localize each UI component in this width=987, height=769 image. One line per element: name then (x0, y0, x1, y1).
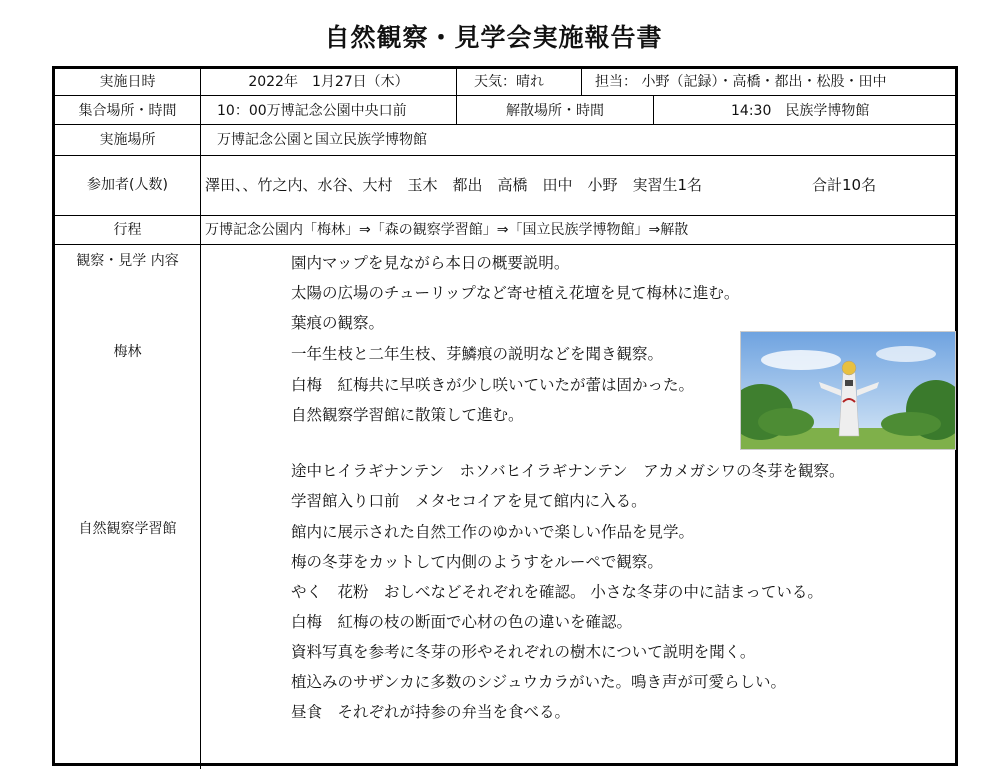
place-label: 実施場所 (99, 132, 156, 148)
plum-line: 白梅 紅梅共に早咲きが少し咲いていたが蕾は固かった。 (291, 376, 695, 394)
report-table (52, 66, 958, 766)
participants-value: 澤田、、竹之内、水谷、大村 玉木 都出 高橋 田中 小野 実習生1名 (205, 176, 703, 194)
nature-line: 植込みのサザンカに多数のシジュウカラがいた。鳴き声が可愛らしい。 (291, 673, 786, 691)
column-divider (456, 69, 457, 95)
nature-line: 学習館入り口前 メタセコイアを見て館内に入る。 (291, 492, 647, 510)
row-divider (55, 215, 955, 216)
dismiss-value: 14:30 民族学博物館 (731, 103, 870, 119)
date-value: 2022年 1月27日（木） (248, 74, 409, 90)
document-title: 自然観察・見学会実施報告書 (324, 23, 663, 52)
column-divider (653, 95, 654, 124)
nature-line: 白梅 紅梅の枝の断面で心材の色の違いを確認。 (291, 613, 633, 631)
date-label: 実施日時 (99, 74, 156, 90)
plum-line: 葉痕の観察。 (291, 314, 385, 332)
participants-total: 合計10名 (812, 176, 877, 194)
nature-line: 資料写真を参考に冬芽の形やそれぞれの樹木について説明を聞く。 (291, 643, 756, 661)
row-divider (55, 124, 955, 125)
meeting-value: 10：00万博記念公園中央口前 (217, 103, 407, 119)
row-divider (55, 244, 955, 245)
staff: 担当： 小野（記録）・高橋・都出・松股・田中 (595, 74, 887, 90)
row-divider (55, 95, 955, 96)
row-divider (55, 155, 955, 156)
meeting-label: 集合場所・時間 (78, 103, 177, 119)
content-label: 観察・見学 内容 (76, 253, 179, 269)
plum-section-label: 梅林 (113, 344, 142, 360)
dismiss-label: 解散場所・時間 (506, 103, 604, 119)
nature-line: 梅の冬芽をカットして内側のようすをルーペで観察。 (291, 553, 663, 571)
nature-line: 途中ヒイラギナンテン ホソバヒイラギナンテン アカメガシワの冬芽を観察。 (291, 462, 845, 480)
label-column-divider (200, 69, 201, 769)
route-label: 行程 (113, 222, 142, 238)
nature-line: やく 花粉 おしべなどそれぞれを確認。 小さな冬芽の中に詰まっている。 (291, 583, 823, 601)
participants-label: 参加者(人数) (87, 177, 168, 193)
column-divider (581, 69, 582, 95)
plum-line: 園内マップを見ながら本日の概要説明。 (291, 254, 570, 272)
route-value: 万博記念公園内「梅林」⇒「森の観察学習館」⇒「国立民族学博物館」⇒解散 (205, 222, 689, 238)
nature-line: 館内に展示された自然工作のゆかいで楽しい作品を見学。 (291, 523, 695, 541)
plum-line: 自然観察学習館に散策して進む。 (291, 406, 524, 424)
plum-line: 一年生枝と二年生枝、芽鱗痕の説明などを聞き観察。 (291, 345, 664, 363)
tower-of-the-sun-photo (740, 331, 956, 450)
nature-line: 昼食 それぞれが持参の弁当を食べる。 (291, 703, 571, 721)
plum-line: 太陽の広場のチューリップなど寄せ植え花壇を見て梅林に進む。 (291, 284, 740, 302)
place-value: 万博記念公園と国立民族学博物館 (217, 132, 427, 148)
nature-section-label: 自然観察学習館 (78, 521, 177, 537)
weather: 天気：晴れ (474, 74, 544, 90)
